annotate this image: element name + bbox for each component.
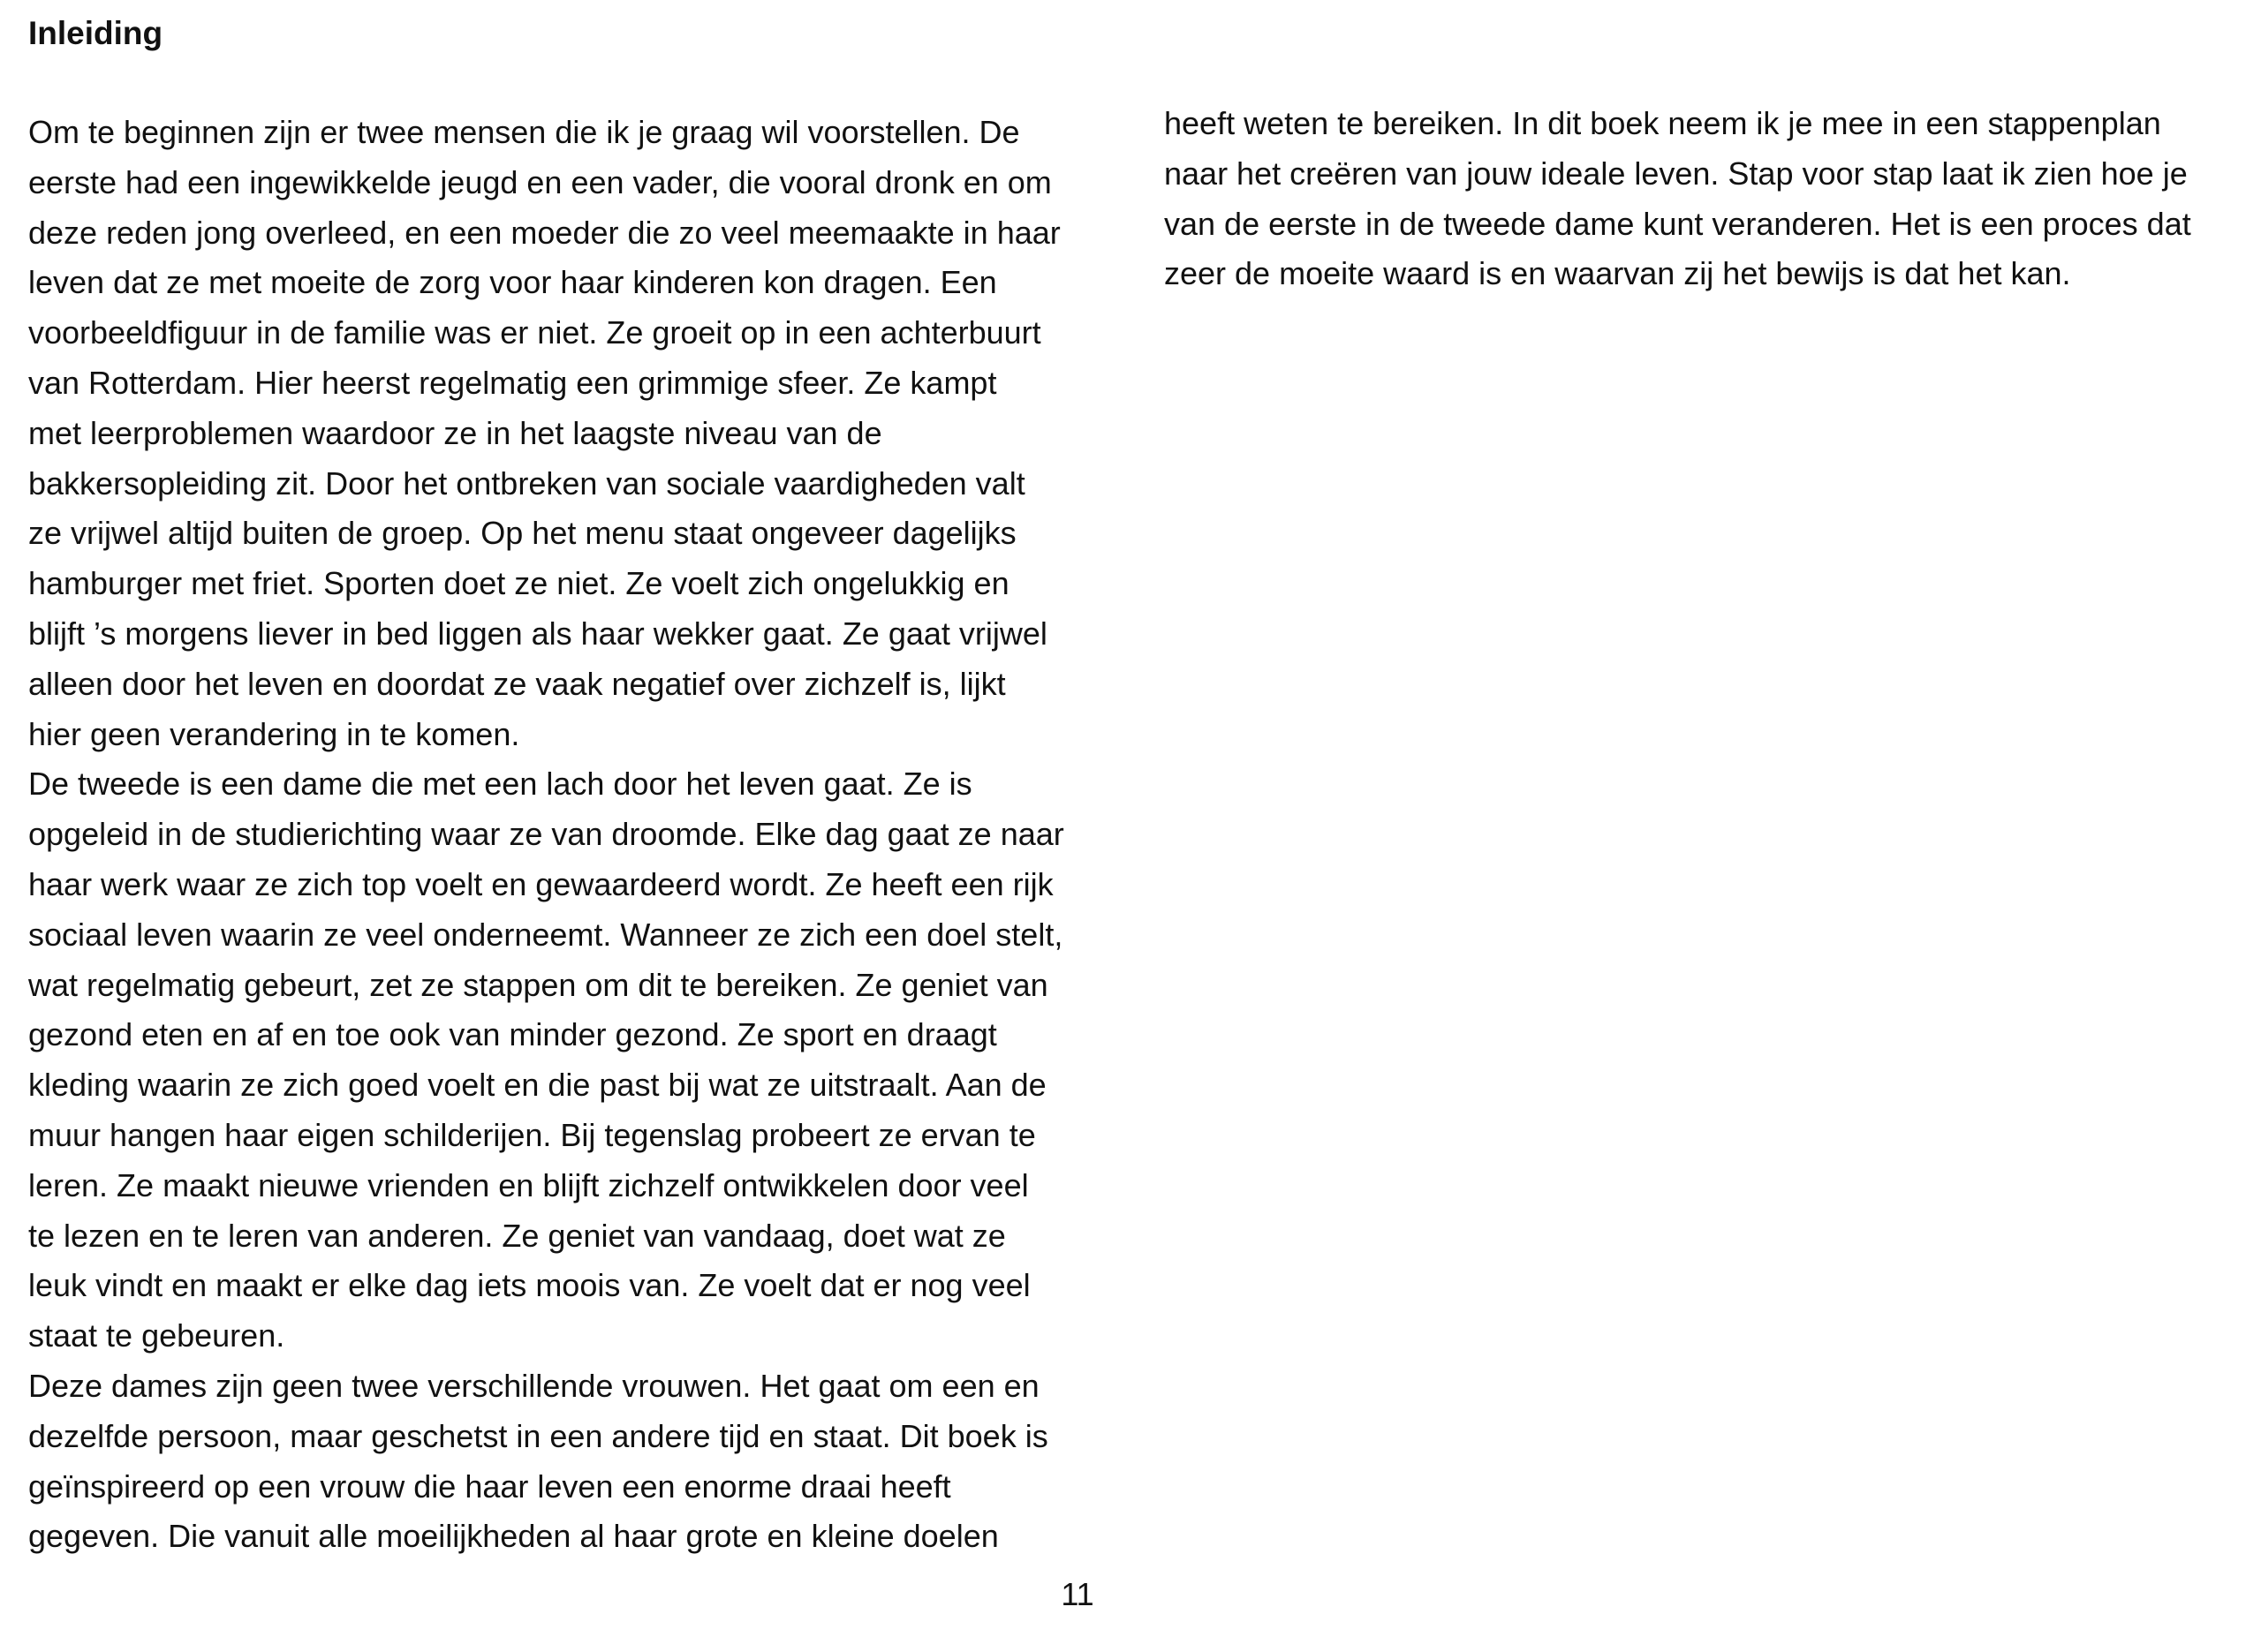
- text-line: naar het creëren van jouw ideale leven. Stap voor stap laat ik zien hoe je: [1164, 155, 2188, 192]
- text-line: te lezen en te leren van anderen. Ze geniet van vandaag, doet wat ze: [28, 1217, 1006, 1254]
- text-line: deze reden jong overleed, en een moeder die zo veel meemaakte in haar: [28, 214, 1061, 251]
- text-line: ze vrijwel altijd buiten de groep. Op het menu staat ongeveer dagelijks: [28, 515, 1017, 552]
- text-line: leuk vindt en maakt er elke dag iets moois van. Ze voelt dat er nog veel: [28, 1267, 1031, 1304]
- text-line: Om te beginnen zijn er twee mensen die ik je graag wil voorstellen. De: [28, 114, 1020, 150]
- text-line: haar werk waar ze zich top voelt en gewaardeerd wordt. Ze heeft een rijk: [28, 865, 1054, 902]
- text-line: Deze dames zijn geen twee verschillende vrouwen. Het gaat om een en: [28, 1367, 1040, 1404]
- text-line: zeer de moeite waard is en waarvan zij het bewijs is dat het kan.: [1164, 255, 2071, 292]
- text-line: sociaal leven waarin ze veel onderneemt. Wanneer ze zich een doel stelt,: [28, 916, 1063, 953]
- text-line: opgeleid in de studierichting waar ze van droomde. Elke dag gaat ze naar: [28, 816, 1064, 853]
- text-line: gezond eten en af en toe ook van minder gezond. Ze sport en draagt: [28, 1016, 997, 1053]
- text-line: gegeven. Die vanuit alle moeilijkheden al haar grote en kleine doelen: [28, 1518, 999, 1555]
- page-title: Inleiding: [28, 15, 163, 51]
- text-line: van Rotterdam. Hier heerst regelmatig een grimmige sfeer. Ze kampt: [28, 364, 997, 401]
- text-line: dezelfde persoon, maar geschetst in een andere tijd en staat. Dit boek is: [28, 1417, 1048, 1454]
- text-line: muur hangen haar eigen schilderijen. Bij tegenslag probeert ze ervan te: [28, 1116, 1036, 1153]
- text-line: staat te gebeuren.: [28, 1317, 285, 1354]
- text-line: leren. Ze maakt nieuwe vrienden en blijft zichzelf ontwikkelen door veel: [28, 1166, 1029, 1203]
- page-number: 11: [1061, 1576, 1094, 1612]
- text-line: hier geen verandering in te komen.: [28, 715, 520, 752]
- text-line: heeft weten te bereiken. In dit boek neem ik je mee in een stappenplan: [1164, 105, 2161, 141]
- text-line: hamburger met friet. Sporten doet ze niet. Ze voelt zich ongelukkig en: [28, 565, 1010, 602]
- text-line: leven dat ze met moeite de zorg voor haar kinderen kon dragen. Een: [28, 264, 997, 301]
- text-line: alleen door het leven en doordat ze vaak negatief over zichzelf is, lijkt: [28, 665, 1006, 702]
- text-line: voorbeeldfiguur in de familie was er niet. Ze groeit op in een achterbuurt: [28, 314, 1041, 351]
- left-text-column: [28, 108, 1123, 1562]
- text-line: wat regelmatig gebeurt, zet ze stappen om dit te bereiken. Ze geniet van: [28, 966, 1048, 1003]
- text-line: bakkersopleiding zit. Door het ontbreken van sociale vaardigheden valt: [28, 464, 1025, 502]
- text-line: van de eerste in de tweede dame kunt veranderen. Het is een proces dat: [1164, 205, 2191, 242]
- right-text-column: [1164, 99, 2259, 299]
- text-line: kleding waarin ze zich goed voelt en die past bij wat ze uitstraalt. Aan de: [28, 1067, 1047, 1104]
- text-line: De tweede is een dame die met een lach door het leven gaat. Ze is: [28, 766, 972, 803]
- text-line: blijft ’s morgens liever in bed liggen als haar wekker gaat. Ze gaat vrijwel: [28, 615, 1047, 652]
- text-line: eerste had een ingewikkelde jeugd en een vader, die vooral dronk en om: [28, 163, 1052, 200]
- text-line: geïnspireerd op een vrouw die haar leven een enorme draai heeft: [28, 1467, 951, 1505]
- text-line: met leerproblemen waardoor ze in het laagste niveau van de: [28, 414, 882, 451]
